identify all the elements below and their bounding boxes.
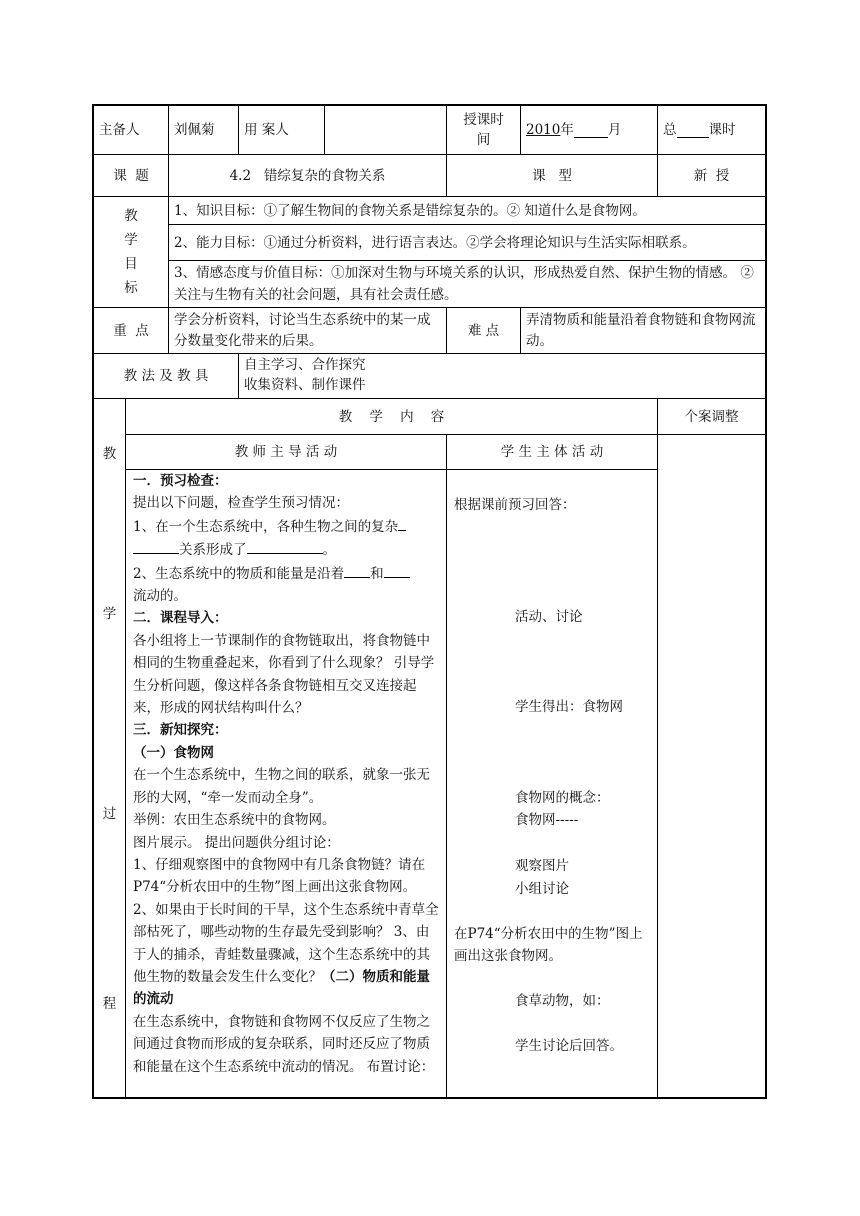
key-point-value: 学会分析资料，讨论当生态系统中的某一成分数量变化带来的后果。 xyxy=(169,308,447,354)
question-1-cont xyxy=(133,538,442,561)
methods-line1: 自主学习、合作探究 xyxy=(244,357,366,373)
adjust-header: 个案调整 xyxy=(658,399,765,435)
question-1-text: 关系形成了 xyxy=(179,542,247,559)
total-blank xyxy=(677,122,709,138)
student-answer: 学生得出：食物网 xyxy=(515,699,623,715)
year-value: 2010 xyxy=(526,122,561,138)
objectives-label-char: 学 xyxy=(124,232,138,248)
subsection-food-web-title: （一）食物网 xyxy=(133,744,214,761)
key-point-label: 重 点 xyxy=(94,308,169,354)
user-label: 用 案人 xyxy=(239,106,325,155)
year-suffix: 年 xyxy=(560,122,574,138)
question-2 xyxy=(133,562,442,585)
question-1-text: 1、在一个生态系统中，各种生物之间的复杂 xyxy=(133,518,399,535)
blank xyxy=(344,562,370,578)
food-web-text-2: 举例：农田生态系统中的食物网。 xyxy=(133,812,336,829)
total-prefix: 总 xyxy=(663,122,677,138)
process-side-char: 程 xyxy=(102,996,117,1012)
lesson-type-value: 新 授 xyxy=(658,155,765,197)
class-time-label-line2: 间 xyxy=(476,132,491,148)
methods-line2: 收集资料、制作课件 xyxy=(244,377,366,393)
question-2-text: 2、生态系统中的物质和能量是沿着 xyxy=(133,565,345,582)
student-answer: 根据课前预习回答： xyxy=(454,497,576,513)
objectives-label-char: 目 xyxy=(124,256,138,272)
difficult-point-label: 难 点 xyxy=(447,308,521,354)
month-blank xyxy=(574,122,608,138)
preparer-value: 刘佩菊 xyxy=(169,106,239,155)
adjust-column xyxy=(658,435,765,1099)
student-answer: 在P74“分析农田中的生物”图上画出这张食物网。 xyxy=(454,926,643,965)
process-side-label xyxy=(94,399,126,1099)
student-activity xyxy=(447,470,658,1099)
subsection-flow-title: （二）物质和能量的流动 xyxy=(133,968,430,1008)
student-answer: 学生讨论后回答。 xyxy=(515,1038,623,1054)
ability-objective: 2、能力目标：①通过分析资料，进行语言表达。②学会将理论知识与生活实际相联系。 xyxy=(169,225,765,261)
date-field xyxy=(521,106,658,155)
student-answer: 食物网的概念： xyxy=(515,790,610,806)
student-answer: 食物网----- xyxy=(515,812,579,828)
food-web-text-4 xyxy=(133,854,442,1011)
knowledge-objective: 1、知识目标：①了解生物间的食物关系是错综复杂的。② 知道什么是食物网。 xyxy=(169,197,765,225)
section-intro-text: 各小组将上一节课制作的食物链取出，将食物链中相同的生物重叠起来，你看到了什么现象？ 引导学生分析问题，像这样各条食物链相互交叉连接起来，形成的网状结构叫什么？ xyxy=(133,632,435,717)
lesson-plan-table xyxy=(92,104,767,1099)
total-suffix: 课时 xyxy=(708,122,736,138)
methods-label: 教 法 及 教 具 xyxy=(94,354,239,399)
flow-text: 在生态系统中，食物链和食物网不仅反应了生物之间通过食物而形成的复杂联系，同时还反应了物质和能量在这个生态系统中流动的情况。 布置讨论： xyxy=(133,1013,435,1075)
content-header: 教 学 内 容 xyxy=(126,399,658,435)
class-time-label-line1: 授课时 xyxy=(463,112,504,128)
food-web-questions: 1、仔细观察图中的食物网中有几条食物链？请在P74“分析农田中的生物”图上画出这张食物网。 2、如果由于长时间的干旱，这个生态系统中青草全部枯死了，哪些动物的生存最先受到影响？ 3、由于人的捕杀，青蛙数量骤减，这个生态系统中的其他生物的数量会发生什么变化？ xyxy=(133,856,439,985)
process-side-char: 教 xyxy=(102,446,117,462)
user-value xyxy=(325,106,447,155)
section-explore-title: 三．新知探究： xyxy=(133,722,228,739)
question-1-text: 。 xyxy=(322,542,336,559)
question-1 xyxy=(133,515,442,538)
objectives-label xyxy=(94,197,169,308)
topic-label: 课 题 xyxy=(94,155,169,197)
teacher-header: 教 师 主 导 活 动 xyxy=(126,435,447,470)
difficult-point-value: 弄清物质和能量沿着食物链和食物网流动。 xyxy=(521,308,765,354)
class-time-label xyxy=(447,106,521,155)
section-preview-title: 一．预习检查： xyxy=(133,473,228,489)
blank xyxy=(133,538,179,554)
student-header: 学 生 主 体 活 动 xyxy=(447,435,658,470)
food-web-text-3: 图片展示。 提出问题供分组讨论： xyxy=(133,834,340,851)
teacher-activity xyxy=(126,470,447,1099)
blank xyxy=(247,538,323,554)
question-2-cont: 流动的。 xyxy=(133,588,187,605)
methods-value xyxy=(239,354,765,399)
month-suffix: 月 xyxy=(607,122,622,138)
student-answer: 小组讨论 xyxy=(515,881,569,897)
section-preview-intro: 提出以下问题，检查学生预习情况： xyxy=(133,495,349,512)
preparer-label: 主备人 xyxy=(94,106,169,155)
total-hours-field xyxy=(658,106,765,155)
blank xyxy=(384,562,410,578)
blank xyxy=(398,515,406,531)
lesson-type-label: 课 型 xyxy=(447,155,658,197)
objectives-label-char: 教 xyxy=(124,208,138,224)
process-side-char: 过 xyxy=(102,806,117,822)
objectives-label-char: 标 xyxy=(124,280,138,296)
topic-value: 4.2 错综复杂的食物关系 xyxy=(169,155,447,197)
process-side-char: 学 xyxy=(102,606,117,622)
food-web-text-1: 在一个生态系统中，生物之间的联系，就象一张无形的大网，“牵一发而动全身”。 xyxy=(133,767,430,806)
student-answer: 观察图片 xyxy=(515,858,569,874)
emotion-objective: 3、情感态度与价值目标：①加深对生物与环境关系的认识，形成热爱自然、保护生物的情感。 ②关注与生物有关的社会问题，具有社会责任感。 xyxy=(169,261,765,308)
section-intro-title: 二．课程导入： xyxy=(133,610,228,627)
student-answer: 活动、讨论 xyxy=(515,609,583,625)
student-answer: 食草动物，如： xyxy=(515,993,610,1009)
question-2-text: 和 xyxy=(370,565,384,582)
